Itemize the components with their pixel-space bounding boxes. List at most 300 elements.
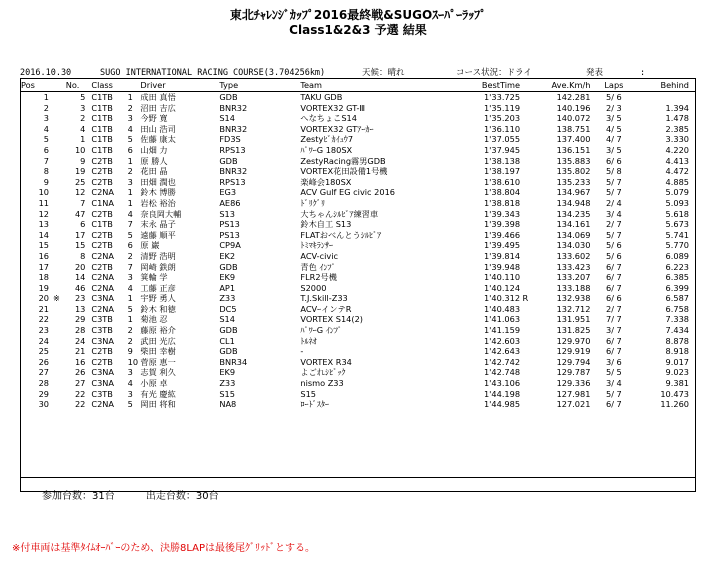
cell-record-mark <box>520 251 531 262</box>
cell-laps: 5/ 6 <box>605 240 622 251</box>
cell-pos: 10 <box>38 187 49 198</box>
cell-behind: 1.478 <box>665 113 689 124</box>
cell-record-mark <box>520 219 531 230</box>
cell-ave-speed: 129.919 <box>556 346 591 357</box>
cell-no: 10 <box>74 144 86 155</box>
cell-class-pos: 5 <box>127 134 133 145</box>
cell-driver: 箕輪 学 <box>140 272 168 283</box>
cell-mark <box>53 156 66 167</box>
cell-team: よごれｼﾋﾞｯｸ <box>300 367 346 378</box>
cell-ave-speed: 131.825 <box>556 325 591 336</box>
col-driver: Driver <box>140 80 219 92</box>
cell-pos: 2 <box>43 102 49 113</box>
cell-team: VORTEX S14(2) <box>300 314 363 325</box>
cell-behind: 10.473 <box>660 388 689 399</box>
cell-driver: 田畑 潤也 <box>140 176 176 187</box>
starters-count: 出走台数：30台 <box>145 491 219 502</box>
cell-type: GDB <box>219 346 238 357</box>
cell-best-time: 1'40.124 <box>483 282 521 293</box>
cell-type: DC5 <box>219 303 237 314</box>
cell-pos: 4 <box>43 123 49 134</box>
cell-type: EK9 <box>219 367 236 378</box>
cell-mark <box>53 113 66 124</box>
cell-class-pos: 1 <box>127 92 133 102</box>
cell-best-time: 1'39.466 <box>483 229 521 240</box>
cell-laps: 6/ 7 <box>605 335 622 346</box>
table-row <box>21 103 695 114</box>
cell-class-pos: 1 <box>127 187 133 198</box>
cell-team: ﾄﾙﾈｵ <box>300 335 317 346</box>
cell-class-pos: 7 <box>127 219 133 230</box>
table-row <box>21 113 695 124</box>
cell-mark <box>53 209 66 220</box>
cell-record-mark <box>520 378 531 389</box>
cell-team: 鈴木自工 S13 <box>300 219 352 230</box>
cell-no: 27 <box>74 378 86 389</box>
table-row <box>21 124 695 135</box>
cell-ave-speed: 136.151 <box>556 144 591 155</box>
cell-driver: 岡崎 鉄朗 <box>140 261 176 272</box>
cell-driver: 山畑 力 <box>140 144 168 155</box>
cell-behind: 3.330 <box>665 134 689 145</box>
cell-behind: 1.394 <box>665 102 689 113</box>
cell-laps: 3/ 4 <box>605 208 622 219</box>
cell-team: nismo Z33 <box>300 378 344 389</box>
cell-behind: 9.023 <box>665 367 689 378</box>
table-row <box>21 336 695 347</box>
cell-driver: 岩松 裕治 <box>140 197 176 208</box>
cell-laps: 6/ 7 <box>605 261 622 272</box>
cell-pos: 16 <box>38 250 49 261</box>
cell-ave-speed: 133.188 <box>556 282 591 293</box>
cell-type: BNR32 <box>219 123 248 134</box>
cell-pos: 1 <box>43 92 49 102</box>
cell-team: 青色 ｲﾝﾌﾟ <box>300 261 336 272</box>
cell-record-mark: R <box>522 293 529 304</box>
cell-mark <box>53 134 66 145</box>
cell-type: S14 <box>219 113 235 124</box>
cell-driver: 今野 寛 <box>140 113 168 124</box>
cell-best-time: 1'33.725 <box>483 92 521 102</box>
cell-class: C2NA <box>91 250 115 261</box>
cell-laps: 4/ 5 <box>605 123 622 134</box>
cell-laps: 3/ 6 <box>605 356 622 367</box>
cell-laps: 3/ 7 <box>605 325 622 336</box>
cell-behind: 6.399 <box>665 282 689 293</box>
table-row <box>21 325 695 336</box>
cell-record-mark <box>520 367 531 378</box>
cell-laps: 5/ 7 <box>605 388 622 399</box>
cell-pos: 6 <box>43 144 49 155</box>
cell-type: GDB <box>219 325 238 336</box>
cell-class-pos: 9 <box>127 346 133 357</box>
cell-best-time: 1'40.483 <box>483 303 521 314</box>
cell-mark <box>53 240 66 251</box>
cell-mark <box>53 103 66 114</box>
cell-team: ﾄﾐﾏｷﾗﾝｻｰ <box>300 240 334 251</box>
col-best: BestTime <box>460 80 520 92</box>
cell-type: GDB <box>219 155 238 166</box>
cell-driver: 武田 光広 <box>140 335 176 346</box>
cell-mark <box>53 346 66 357</box>
cell-pos: 21 <box>38 303 49 314</box>
cell-record-mark <box>520 198 531 209</box>
cell-mark <box>53 304 66 315</box>
event-date: 2016.10.30 <box>20 68 72 78</box>
cell-class-pos: 4 <box>127 208 133 219</box>
cell-ave-speed: 129.336 <box>556 378 591 389</box>
cell-class: C1NA <box>91 197 115 208</box>
cell-pos: 28 <box>38 378 49 389</box>
cell-team: ﾊﾟﾜｰG ｲﾝﾌﾟ <box>300 325 343 336</box>
cell-laps: 6/ 6 <box>605 293 622 304</box>
cell-type: FD3S <box>219 134 241 145</box>
table-row <box>21 240 695 251</box>
cell-best-time: 1'39.495 <box>483 240 521 251</box>
cell-pos: 25 <box>38 346 49 357</box>
cell-laps: 5/ 7 <box>605 229 622 240</box>
cell-laps: 6/ 6 <box>605 155 622 166</box>
cell-pos: 17 <box>38 261 49 272</box>
cell-driver: 宇野 勇人 <box>140 293 176 304</box>
announce-time: : <box>640 68 646 78</box>
cell-class: C1TB <box>91 102 113 113</box>
cell-team: S15 <box>300 388 316 399</box>
cell-class-pos: 2 <box>127 250 133 261</box>
cell-driver: 柴田 幸樹 <box>140 346 176 357</box>
cell-class: C2TB <box>91 155 113 166</box>
cell-best-time: 1'41.159 <box>483 325 521 336</box>
cell-pos: 14 <box>38 229 49 240</box>
cell-record-mark <box>520 209 531 220</box>
cell-record-mark <box>520 92 531 103</box>
table-row <box>21 198 695 209</box>
cell-type: EK9 <box>219 272 236 283</box>
entry-summary <box>42 490 247 504</box>
cell-best-time: 1'42.748 <box>483 367 521 378</box>
cell-team: T.J.Skill-Z33 <box>300 293 348 304</box>
cell-no: 22 <box>74 399 86 410</box>
cell-ave-speed: 129.787 <box>556 367 591 378</box>
cell-best-time: 1'37.945 <box>483 144 521 155</box>
header-row <box>21 80 695 92</box>
cell-record-mark <box>520 187 531 198</box>
cell-type: AE86 <box>219 197 241 208</box>
cell-record-mark <box>520 145 531 156</box>
cell-mark <box>53 124 66 135</box>
cell-team: ZestyRacing霧男GDB <box>300 155 386 166</box>
cell-driver: 沼田 吉広 <box>140 102 176 113</box>
cell-laps: 2/ 3 <box>605 102 622 113</box>
cell-no: 25 <box>74 176 86 187</box>
table-row <box>21 145 695 156</box>
cell-mark <box>53 145 66 156</box>
cell-record-mark <box>520 272 531 283</box>
table-row <box>21 367 695 378</box>
cell-record-mark <box>520 262 531 273</box>
cell-laps: 5/ 7 <box>605 187 622 198</box>
cell-record-mark <box>520 325 531 336</box>
col-ave: Ave.Km/h <box>531 80 591 92</box>
cell-behind: 6.758 <box>665 303 689 314</box>
col-class: Class <box>91 80 127 92</box>
cell-driver: 鈴木 和徳 <box>140 303 176 314</box>
cell-behind: 5.093 <box>665 197 689 208</box>
cell-ave-speed: 129.794 <box>556 356 591 367</box>
cell-pos: 7 <box>43 155 49 166</box>
cell-driver: 原 巌 <box>140 240 160 251</box>
cell-behind: 7.434 <box>665 325 689 336</box>
cell-class: C1TB <box>91 134 113 145</box>
cell-pos: 12 <box>38 208 49 219</box>
table-row <box>21 187 695 198</box>
cell-team: S2000 <box>300 282 327 293</box>
cell-best-time: 1'35.119 <box>483 102 521 113</box>
cell-type: RPS13 <box>219 176 246 187</box>
cell-type: BNR32 <box>219 166 248 177</box>
cell-class-pos: 2 <box>127 166 133 177</box>
cell-mark <box>53 378 66 389</box>
table-row <box>21 209 695 220</box>
cell-mark <box>53 177 66 188</box>
table-row <box>21 251 695 262</box>
cell-type: BNR34 <box>219 356 248 367</box>
cell-ave-speed: 134.235 <box>556 208 591 219</box>
cell-ave-speed: 138.751 <box>556 123 591 134</box>
cell-class: C2NA <box>91 187 115 198</box>
cell-team: TAKU GDB <box>300 92 343 102</box>
cell-type: Z33 <box>219 293 236 304</box>
cell-ave-speed: 134.948 <box>556 197 591 208</box>
cell-laps: 4/ 7 <box>605 134 622 145</box>
cell-team: へなちょこS14 <box>300 113 357 124</box>
cell-no: 26 <box>74 367 86 378</box>
cell-mark <box>53 357 66 368</box>
cell-best-time: 1'38.818 <box>483 197 521 208</box>
cell-ave-speed: 137.400 <box>556 134 591 145</box>
cell-class: C1TB <box>91 123 113 134</box>
cell-no: 13 <box>74 303 86 314</box>
cell-pos: 29 <box>38 388 49 399</box>
cell-pos: 18 <box>38 272 49 283</box>
cell-pos: 19 <box>38 282 49 293</box>
cell-best-time: 1'40.110 <box>483 272 521 283</box>
cell-type: S15 <box>219 388 235 399</box>
cell-ave-speed: 140.072 <box>556 113 591 124</box>
cell-class-pos: 3 <box>127 388 133 399</box>
cell-best-time: 1'40.312 <box>483 293 521 304</box>
cell-record-mark <box>520 314 531 325</box>
col-team: Team <box>300 80 460 92</box>
announce-label: 発表 <box>586 68 604 78</box>
cell-class: C2TB <box>91 261 113 272</box>
cell-type: S13 <box>219 208 235 219</box>
cell-ave-speed: 133.207 <box>556 272 591 283</box>
cell-class-pos: 6 <box>127 240 133 251</box>
cell-mark <box>53 283 66 294</box>
cell-team: - <box>300 346 304 357</box>
cell-mark <box>53 399 66 410</box>
results-title: 東北ﾁｬﾚﾝｼﾞｶｯﾌﾟ2016最終戦&SUGOｽｰﾊﾟｰﾗｯﾌﾟ <box>229 8 487 22</box>
cell-record-mark <box>520 346 531 357</box>
cell-team: ACV Gulf EG civic 2016 <box>300 187 396 198</box>
cell-mark <box>53 92 66 103</box>
cell-best-time: 1'44.985 <box>483 399 521 410</box>
cell-team: ﾊﾟﾜｰG 180SX <box>300 144 353 155</box>
cell-type: Z33 <box>219 378 236 389</box>
cell-behind <box>637 92 695 103</box>
cell-behind: 11.260 <box>660 399 689 410</box>
cell-best-time: 1'37.055 <box>483 134 521 145</box>
cell-behind: 7.338 <box>665 314 689 325</box>
cell-class-pos: 4 <box>127 378 133 389</box>
cell-best-time: 1'38.804 <box>483 187 521 198</box>
cell-class: C2NA <box>91 303 115 314</box>
col-type: Type <box>219 80 300 92</box>
cell-driver: 成田 真悟 <box>140 92 176 102</box>
cell-record-mark <box>520 124 531 135</box>
cell-class-pos: 2 <box>127 102 133 113</box>
table-row <box>21 346 695 357</box>
cell-laps: 2/ 7 <box>605 219 622 230</box>
cell-laps: 5/ 7 <box>605 176 622 187</box>
col-pos: Pos <box>21 80 53 92</box>
cell-behind: 4.220 <box>665 144 689 155</box>
table-row <box>21 304 695 315</box>
cell-team: ACVｰインテR <box>300 303 352 314</box>
table-row <box>21 283 695 294</box>
cell-best-time: 1'41.063 <box>483 314 521 325</box>
cell-class: C3NA <box>91 335 115 346</box>
cell-mark <box>53 187 66 198</box>
table-row <box>21 314 695 325</box>
cell-type: GDB <box>219 261 238 272</box>
cell-team: VORTEX32 GT-Ⅲ <box>300 102 366 113</box>
cell-team: ﾄﾞﾘｸﾞﾘ <box>300 197 325 208</box>
cell-no: 20 <box>74 261 86 272</box>
cell-class-pos: 2 <box>127 325 133 336</box>
cell-class-pos: 5 <box>127 229 133 240</box>
cell-no: 21 <box>74 346 86 357</box>
cell-behind: 5.673 <box>665 219 689 230</box>
results-subtitle: Class1&2&3 予選 結果 <box>289 23 427 37</box>
cell-class: C1TB <box>91 144 113 155</box>
cell-mark <box>53 272 66 283</box>
cell-record-mark <box>520 166 531 177</box>
cell-behind: 6.223 <box>665 261 689 272</box>
cell-no: 24 <box>74 335 86 346</box>
cell-behind: 6.587 <box>665 293 689 304</box>
cell-class-pos: 3 <box>127 176 133 187</box>
cell-class-pos: 10 <box>127 356 139 367</box>
cell-driver: 工藤 正彦 <box>140 282 176 293</box>
cell-record-mark <box>520 156 531 167</box>
cell-laps: 2/ 7 <box>605 303 622 314</box>
cell-class: C1TB <box>91 219 113 230</box>
cell-laps: 6/ 7 <box>605 282 622 293</box>
cell-class-pos: 4 <box>127 282 133 293</box>
cell-team: Zestyﾋﾞｶｲｭｳ7 <box>300 134 354 145</box>
cell-mark <box>53 314 66 325</box>
cell-pos: 20 <box>38 293 49 304</box>
cell-no: 17 <box>74 229 86 240</box>
table-row <box>21 272 695 283</box>
cell-pos: 27 <box>38 367 49 378</box>
results-body <box>21 92 695 410</box>
cell-class: C2TB <box>91 356 113 367</box>
cell-type: EK2 <box>219 250 236 261</box>
cell-driver: 奈良岡大輔 <box>140 208 182 219</box>
cell-class-pos: 1 <box>127 293 133 304</box>
cell-driver: 原 勝人 <box>140 155 168 166</box>
cell-best-time: 1'42.603 <box>483 335 521 346</box>
cell-behind: 4.885 <box>665 176 689 187</box>
cell-record-mark <box>520 399 531 410</box>
cell-behind: 8.878 <box>665 335 689 346</box>
footnote: ※付車両は基準ﾀｲﾑｵｰﾊﾞｰのため、決勝8LAPは最後尾ｸﾞﾘｯﾄﾞとする。 <box>12 543 316 554</box>
cell-class: C2NA <box>91 282 115 293</box>
cell-team: FLATおべんとうｼﾙﾋﾞｱ <box>300 229 382 240</box>
cell-type: AP1 <box>219 282 236 293</box>
participants-count: 参加台数：31台 <box>42 491 115 502</box>
cell-ave-speed: 133.602 <box>556 250 591 261</box>
cell-laps: 3/ 5 <box>605 144 622 155</box>
table-row <box>21 219 695 230</box>
cell-best-time: 1'39.948 <box>483 261 521 272</box>
cell-no: 2 <box>80 113 86 124</box>
cell-class-pos: 4 <box>127 123 133 134</box>
cell-best-time: 1'35.203 <box>483 113 521 124</box>
cell-record-mark <box>520 357 531 368</box>
cell-driver: 末永 晶子 <box>140 219 176 230</box>
cell-class: C3TB <box>91 388 113 399</box>
cell-ave-speed: 140.196 <box>556 102 591 113</box>
cell-class: C2TB <box>91 240 113 251</box>
cell-class-pos: 2 <box>127 335 133 346</box>
cell-laps: 6/ 7 <box>605 346 622 357</box>
cell-class-pos: 3 <box>127 113 133 124</box>
cell-mark: ※ <box>52 293 60 304</box>
cell-ave-speed: 142.281 <box>556 92 591 102</box>
cell-ave-speed: 135.883 <box>556 155 591 166</box>
cell-record-mark <box>520 304 531 315</box>
cell-class-pos: 1 <box>127 314 133 325</box>
cell-mark <box>53 367 66 378</box>
cell-no: 19 <box>74 166 86 177</box>
table-row <box>21 134 695 145</box>
cell-best-time: 1'36.110 <box>483 123 521 134</box>
cell-no: 8 <box>80 250 86 261</box>
table-row <box>21 357 695 368</box>
cell-record-mark <box>520 177 531 188</box>
cell-mark <box>53 336 66 347</box>
results-table <box>21 80 695 410</box>
cell-record-mark <box>520 113 531 124</box>
cell-driver: 岡田 将和 <box>140 399 176 410</box>
cell-class: C3NA <box>91 367 115 378</box>
cell-laps: 7/ 7 <box>605 314 622 325</box>
cell-no: 5 <box>80 92 86 102</box>
col-behind: Behind <box>637 80 695 92</box>
bottom-divider <box>21 477 695 478</box>
cell-no: 28 <box>74 325 86 336</box>
cell-type: RPS13 <box>219 144 246 155</box>
cell-pos: 22 <box>38 314 49 325</box>
cell-ave-speed: 127.981 <box>556 388 591 399</box>
cell-type: CL1 <box>219 335 235 346</box>
cell-pos: 5 <box>43 134 49 145</box>
cell-laps: 5/ 6 <box>605 250 622 261</box>
